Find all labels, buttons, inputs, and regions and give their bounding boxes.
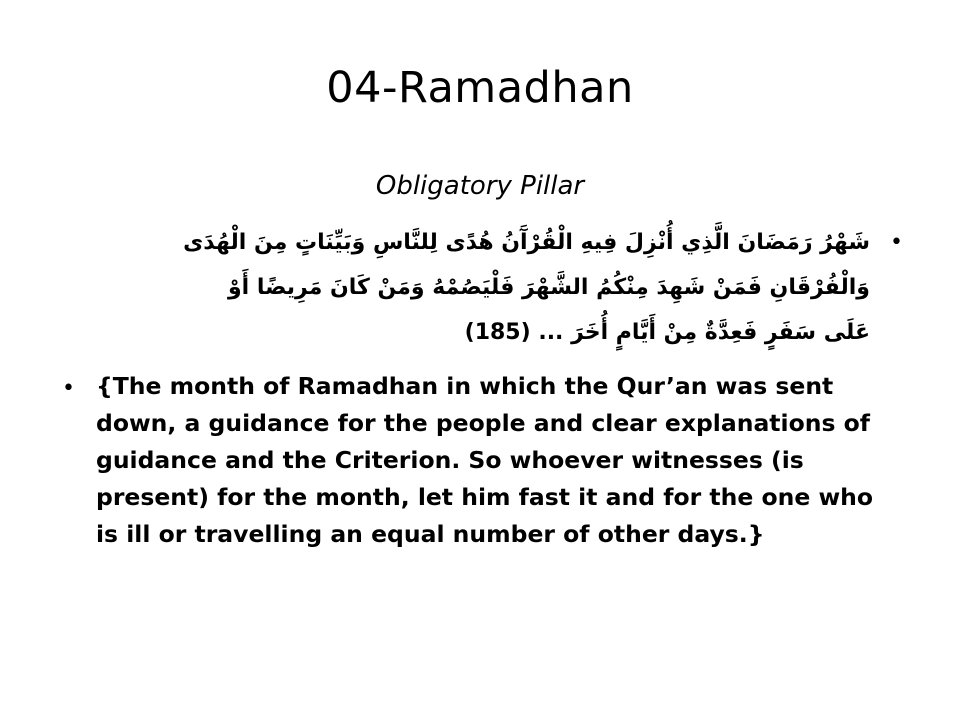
- english-translation-text: {The month of Ramadhan in which the Qur’an was sent down, a guidance for the people and clear explanations of guidance and the Criterion. So whoever witnesses (is present) for the month, let him fast it and for the one who is ill or travelling an equal number of other days.}: [96, 372, 874, 548]
- slide-subtitle: Obligatory Pillar: [375, 171, 585, 201]
- arabic-verse-text: شَهْرُ رَمَضَانَ الَّذِي أُنْزِلَ فِيهِ الْقُرْآَنُ هُدًى لِلنَّاسِ وَبَيِّنَاتٍ مِنَ الْهُدَى وَالْفُرْقَانِ فَمَنْ شَهِدَ مِنْكُمُ الشَّهْرَ فَلْيَصُمْهُ وَمَنْ كَانَ مَرِيضًا أَوْ عَلَى سَفَرٍ فَعِدَّةٌ مِنْ أَيَّامٍ أُخَرَ ... (185): [183, 230, 870, 345]
- bullet-point-arabic: •: [890, 230, 903, 255]
- slide-title: 04-Ramadhan: [326, 63, 634, 113]
- bullet-point-english: •: [62, 376, 75, 401]
